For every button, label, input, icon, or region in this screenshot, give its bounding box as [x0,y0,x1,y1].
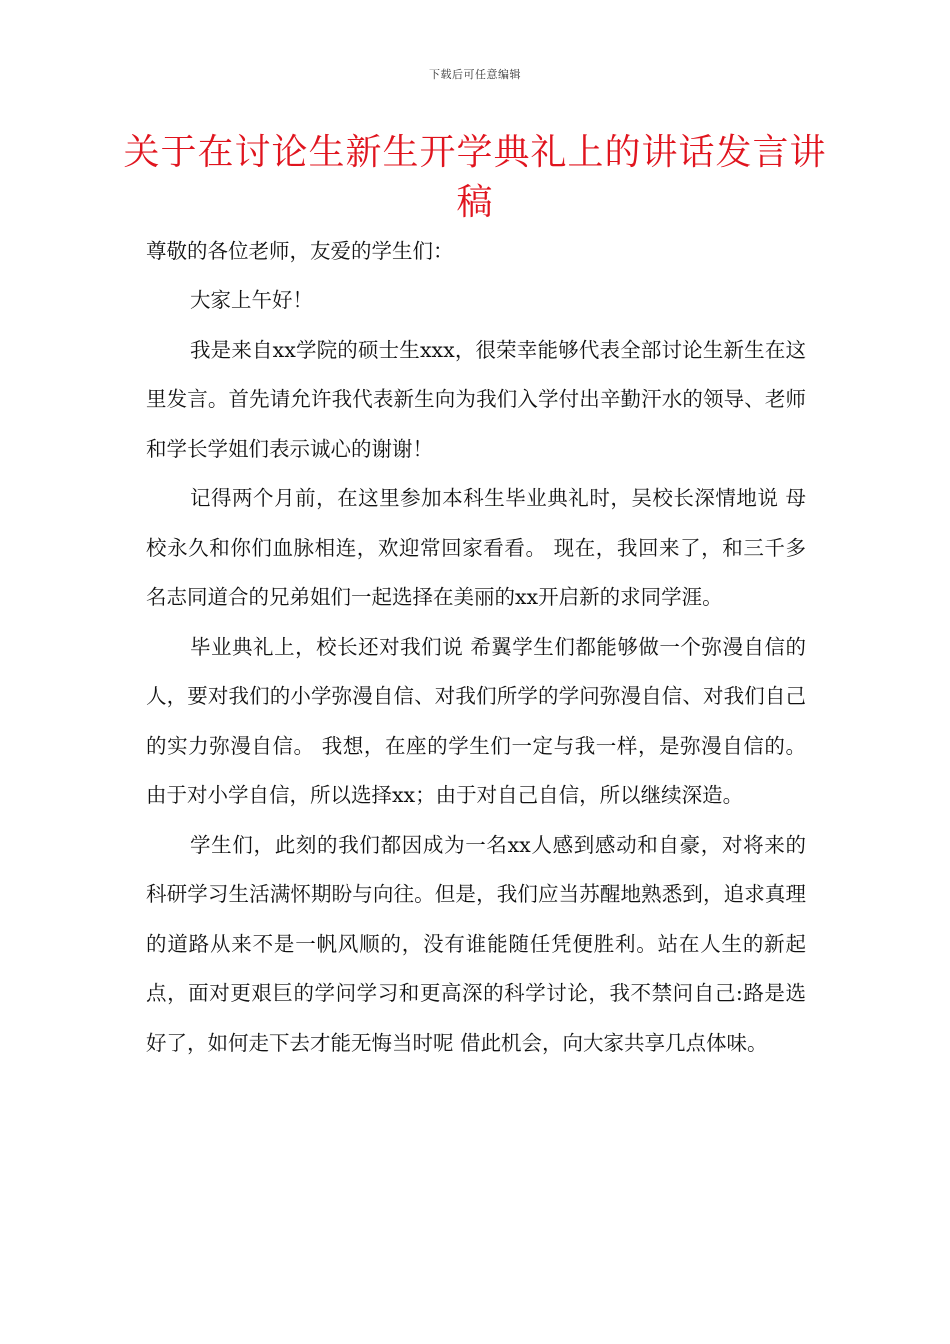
header-note: 下载后可任意编辑 [429,68,521,81]
paragraph-greeting: 大家上午好！ [190,288,313,312]
paragraph-reflection: 学生们，此刻的我们都因成为一名xx人感到感动和自豪，对将来的科研学习生活满怀期盼与向往。但是，我们应当苏醒地熟悉到，追求真理的道路从来不是一帆风顺的，没有谁能随任凭便胜利。站在人生的新起点，面对更艰巨的学问学习和更高深的科学讨论，我不禁问自己:路是选好了，如何走下去才能无悔当时呢 借此机会，向大家共享几点体味。 [146,832,806,1055]
paragraph-confidence: 毕业典礼上，校长还对我们说 希翼学生们都能够做一个弥漫自信的人，要对我们的小学弥漫自信、对我们所学的学问弥漫自信、对我们自己的实力弥漫自信。 我想，在座的学生们一定与我一样，是弥漫自信的。由于对小学自信，所以选择xx；由于对自己自信，所以继续深造。 [146,634,806,807]
document-title: 关于在讨论生新生开学典礼上的讲话发言讲稿 [123,132,827,223]
speech-body [146,276,806,1068]
paragraph-memory: 记得两个月前，在这里参加本科生毕业典礼时，吴校长深情地说 母校永久和你们血脉相连，欢迎常回家看看。 现在，我回来了，和三千多名志同道合的兄弟姐们一起选择在美丽的xx开启新的求同学涯。 [146,486,806,609]
paragraph-introduction: 我是来自xx学院的硕士生xxx，很荣幸能够代表全部讨论生新生在这里发言。首先请允许我代表新生向为我们入学付出辛勤汗水的领导、老师和学长学姐们表示诚心的谢谢！ [146,337,806,461]
salutation: 尊敬的各位老师，友爱的学生们： [146,239,454,263]
